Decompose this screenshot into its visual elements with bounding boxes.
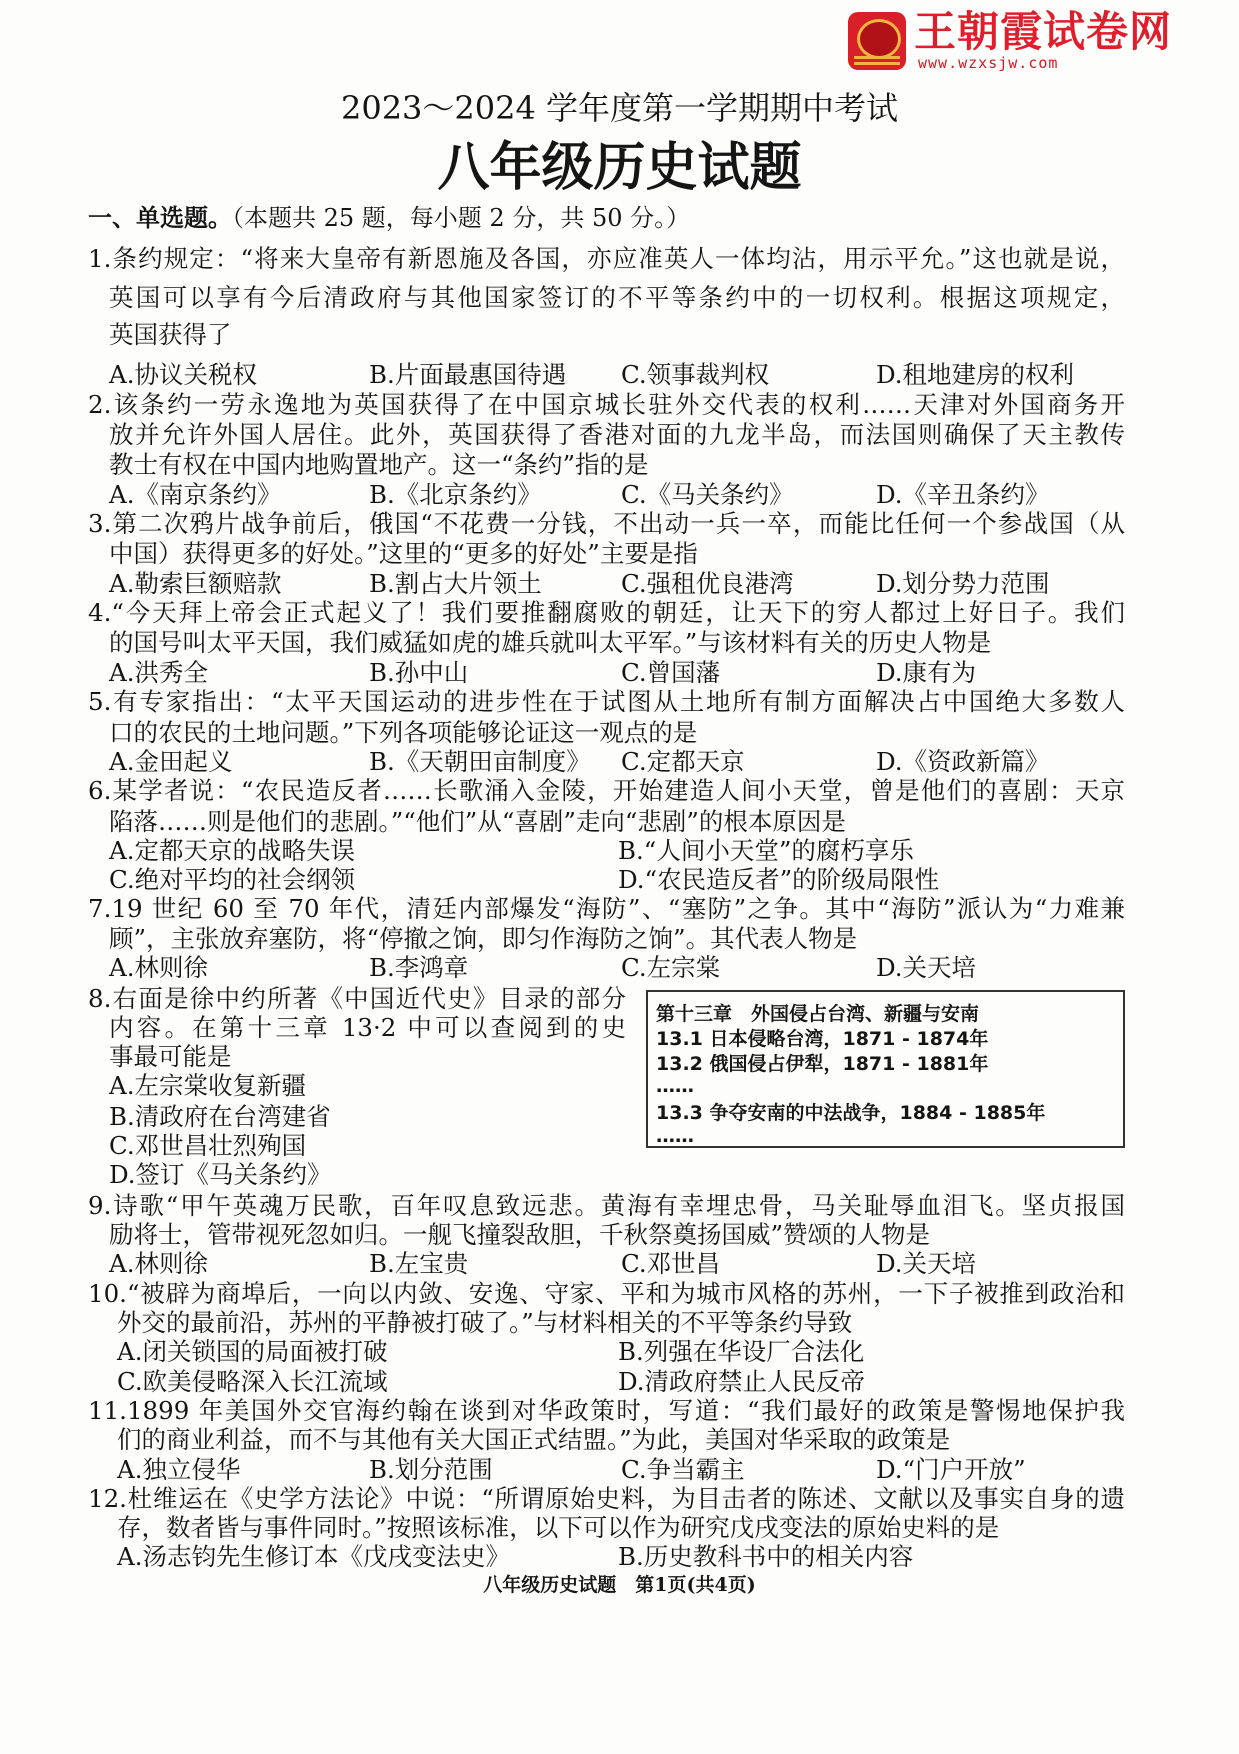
question-5-option-D: D.《资政新篇》 [876,747,1050,776]
question-10-stem-line: 外交的最前沿，苏州的平静被打破了。”与材料相关的不平等条约导致 [117,1308,853,1337]
question-3-option-B: B.割占大片领土 [369,569,542,598]
question-3-option-D: D.划分势力范围 [876,569,1050,598]
logo-url: www.wzxsjw.com [918,54,1059,72]
section-note: （本题共 25 题，每小题 2 分，共 50 分。） [232,204,691,232]
question-2-stem-line: 2.该条约一劳永逸地为英国获得了在中国京城长驻外交代表的权利……天津对外国商务开 [88,390,1125,419]
question-7-option-B: B.李鸿章 [369,953,469,982]
toc-line: …… [656,1075,694,1097]
question-9-option-C: C.邓世昌 [621,1249,721,1278]
question-4-option-A: A.洪秀全 [109,658,208,687]
toc-line: 13.3 争夺安南的中法战争，1884 - 1885年 [656,1102,1046,1124]
question-2-option-B: B.《北京条约》 [369,480,542,509]
question-4-option-D: D.康有为 [876,658,977,687]
question-1-stem-line: 1.条约规定：“将来大皇帝有新恩施及各国，亦应准英人一体均沾，用示平允。”这也就是说， [88,244,1125,273]
toc-line: 13.1 日本侵略台湾，1871 - 1874年 [656,1028,989,1050]
question-1-option-A: A.协议关税权 [109,360,257,389]
question-1-option-B: B.片面最惠国待遇 [369,360,567,389]
question-2-stem-line: 教士有权在中国内地购置地产。这一“条约”指的是 [109,450,649,479]
page-footer: 八年级历史试题 第1页(共4页) [483,1574,756,1596]
question-2-stem-line: 放并允许外国人居住。此外，英国获得了香港对面的九龙半岛，而法国则确保了天主教传 [109,420,1125,449]
logo-emblem-icon [848,12,906,70]
question-10-option-A: A.闭关锁国的局面被打破 [117,1337,388,1366]
question-10-option-D: D.清政府禁止人民反帝 [618,1367,866,1396]
question-4-option-C: C.曾国藩 [621,658,721,687]
question-7-stem-line: 顾”，主张放弃塞防，将“停撤之饷，即匀作海防之饷”。其代表人物是 [109,924,858,953]
toc-line: …… [656,1125,694,1147]
toc-line: 13.2 俄国侵占伊犁，1871 - 1881年 [656,1053,989,1075]
logo-name: 王朝霞试卷网 [914,7,1173,56]
question-8-stem-line: 8.右面是徐中约所著《中国近代史》目录的部分 [88,984,626,1013]
question-6-option-C: C.绝对平均的社会纲领 [109,865,356,894]
question-12-stem-line: 12.杜维运在《史学方法论》中说：“所谓原始史料，为目击者的陈述、文献以及事实自身的遗 [88,1484,1125,1513]
question-8-option-B: B.清政府在台湾建省 [109,1102,331,1131]
question-5-option-A: A.金田起义 [109,747,233,776]
question-11-option-D: D.“门户开放” [876,1455,1026,1484]
question-6-stem-line: 陷落……则是他们的悲剧。”“他们”从“喜剧”走向“悲剧”的根本原因是 [109,807,846,836]
question-3-option-C: C.强租优良港湾 [621,569,794,598]
exam-title: 2023～2024 学年度第一学期期中考试 [340,89,899,127]
question-10-stem-line: 10.“被辟为商埠后，一向以内敛、安逸、守家、平和为城市风格的苏州，一下子被推到政治和 [88,1279,1125,1308]
question-6-option-B: B.“人间小天堂”的腐朽享乐 [618,836,914,865]
question-5-option-B: B.《天朝田亩制度》 [369,747,591,776]
question-11-option-C: C.争当霸主 [621,1455,745,1484]
toc-line: 第十三章 外国侵占台湾、新疆与安南 [656,1003,980,1025]
question-3-option-A: A.勒索巨额赔款 [109,569,282,598]
question-1-option-C: C.领事裁判权 [621,360,770,389]
question-1-option-D: D.租地建房的权利 [876,360,1075,389]
question-11-stem-line: 们的商业利益，而不与其他有关大国正式结盟。”为此，美国对华采取的政策是 [117,1425,951,1454]
question-5-stem-line: 口的农民的土地问题。”下列各项能够论证这一观点的是 [109,718,698,747]
question-1-stem-line: 英国可以享有今后清政府与其他国家签订的不平等条约中的一切权利。根据这项规定， [109,283,1125,312]
question-11-option-A: A.独立侵华 [117,1455,241,1484]
question-12-option-B: B.历史教科书中的相关内容 [618,1542,914,1571]
question-4-stem-line: 4.“今天拜上帝会正式起义了！我们要推翻腐败的朝廷，让天下的穷人都过上好日子。我们 [88,598,1125,627]
question-6-stem-line: 6.某学者说：“农民造反者……长歌涌入金陵，开始建造人间小天堂，曾是他们的喜剧：天京 [88,776,1125,805]
question-7-stem-line: 7.19 世纪 60 至 70 年代，清廷内部爆发“海防”、“塞防”之争。其中“海防”派认为“力难兼 [88,894,1125,923]
question-9-option-B: B.左宝贵 [369,1249,469,1278]
question-7-option-D: D.关天培 [876,953,977,982]
question-11-stem-line: 11.1899 年美国外交官海约翰在谈到对华政策时，写道：“我们最好的政策是警惕地保护我 [88,1396,1125,1425]
question-10-option-B: B.列强在华设厂合法化 [618,1337,865,1366]
question-2-option-D: D.《辛丑条约》 [876,480,1050,509]
question-1-stem-line: 英国获得了 [109,320,232,349]
question-9-option-A: A.林则徐 [109,1249,208,1278]
question-3-stem-line: 中国）获得更多的好处。”这里的“更多的好处”主要是指 [109,539,698,568]
question-8-stem-line: 内容。在第十三章 13·2 中可以查阅到的史 [109,1013,626,1042]
question-7-option-A: A.林则徐 [109,953,208,982]
question-6-option-D: D.“农民造反者”的阶级局限性 [618,865,940,894]
question-9-option-D: D.关天培 [876,1249,977,1278]
question-8-option-C: C.邓世昌壮烈殉国 [109,1131,307,1160]
question-9-stem-line: 9.诗歌“甲午英魂万民歌，百年叹息致远悲。黄海有幸埋忠骨，马关耻辱血泪飞。坚贞报国 [88,1191,1125,1220]
question-2-option-C: C.《马关条约》 [621,480,794,509]
question-11-option-B: B.划分范围 [369,1455,493,1484]
question-8-option-D: D.签订《马关条约》 [109,1160,332,1189]
subject-title: 八年级历史试题 [437,137,802,198]
question-5-stem-line: 5.有专家指出：“太平天国运动的进步性在于试图从土地所有制方面解决占中国绝大多数人 [88,687,1125,716]
question-3-stem-line: 3.第二次鸦片战争前后，俄国“不花费一分钱，不出动一兵一卒，而能比任何一个参战国（从 [88,509,1125,538]
section-heading [88,203,690,233]
question-8-option-A: A.左宗棠收复新疆 [109,1071,306,1100]
question-8-stem-line: 事最可能是 [109,1042,232,1071]
question-10-option-C: C.欧美侵略深入长江流域 [117,1367,388,1396]
section-label: 一、单选题。 [88,203,232,232]
question-5-option-C: C.定都天京 [621,747,745,776]
question-2-option-A: A.《南京条约》 [109,480,282,509]
question-4-stem-line: 的国号叫太平天国，我们威猛如虎的雄兵就叫太平军。”与该材料有关的历史人物是 [109,628,992,657]
question-9-stem-line: 励将士，管带视死忽如归。一舰飞撞裂敌胆，千秋祭奠扬国威”赞颂的人物是 [109,1220,931,1249]
question-12-stem-line: 存，数者皆与事件同时。”按照该标准，以下可以作为研究戊戌变法的原始史料的是 [117,1513,1000,1542]
question-4-option-B: B.孙中山 [369,658,469,687]
question-12-option-A: A.汤志钧先生修订本《戊戌变法史》 [117,1542,510,1571]
question-6-option-A: A.定都天京的战略失误 [109,836,355,865]
question-7-option-C: C.左宗棠 [621,953,721,982]
